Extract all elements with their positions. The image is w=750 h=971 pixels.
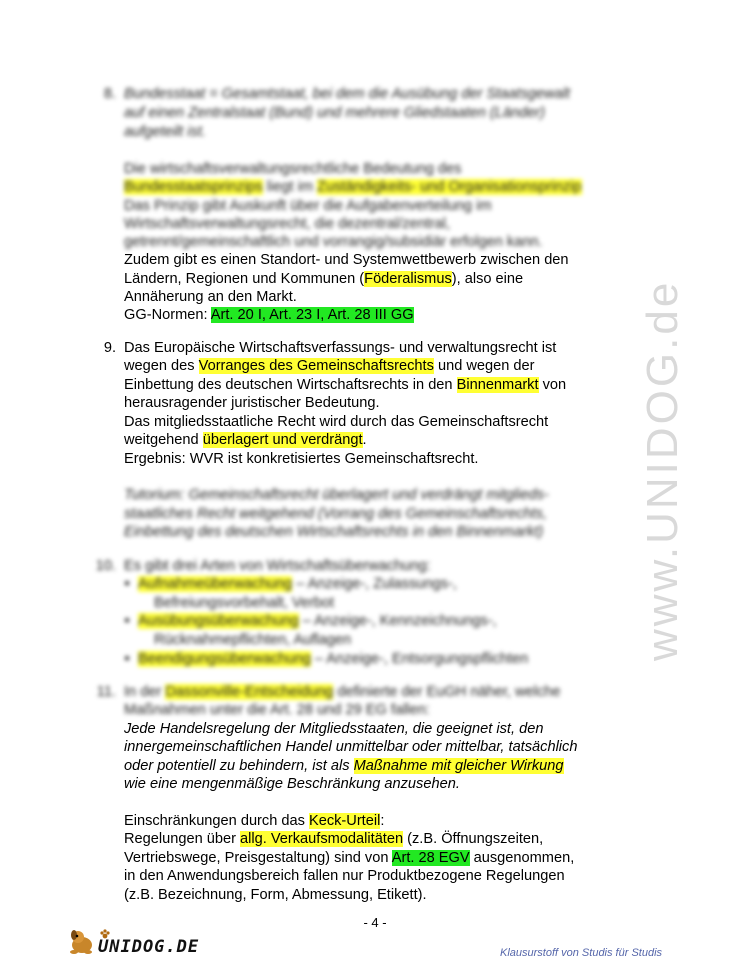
highlight: Aufnahmeüberwachung	[138, 576, 293, 592]
text-line	[124, 270, 523, 289]
highlight-green: Art. 20 I, Art. 23 I, Art. 28 III GG	[210, 307, 414, 323]
text: von	[538, 377, 567, 393]
footer-slogan: Klausurstoff von Studis für Studis	[500, 947, 663, 959]
watermark: www.UNIDOG.de	[638, 279, 687, 661]
text: Regelungen über	[124, 831, 241, 847]
text: .	[362, 432, 367, 448]
text-line	[124, 376, 566, 395]
highlight: Beendigungsüberwachung	[138, 651, 311, 667]
highlight: Zuständigkeits- und Organisationsprinzip	[317, 179, 582, 195]
item-number: 8.	[103, 86, 116, 102]
highlight: Binnenmarkt	[456, 377, 539, 393]
blurred-text: Die wirtschaftsverwaltungsrechtliche Bedeutung des	[124, 161, 462, 177]
text-line: Rücknahmepflichten, Auflagen	[154, 632, 352, 648]
text-line: in den Anwendungsbereich fallen nur Produktbezogene Regelungen	[124, 868, 565, 884]
text: liegt im	[262, 179, 318, 195]
blurred-text: Das Prinzip gibt Auskunft über die Aufgabenverteilung im	[124, 198, 492, 214]
text: Einschränkungen durch das	[124, 813, 309, 829]
bullet-item	[138, 575, 457, 594]
text-line	[124, 812, 384, 831]
blurred-text: Maßnahmen unter die Art. 28 und 29 EG fallen:	[124, 702, 430, 718]
highlight: Ausübungsüberwachung	[138, 613, 299, 629]
text: ), also eine	[451, 271, 524, 287]
highlight: Maßnahme mit gleicher Wirkung	[353, 758, 564, 774]
blurred-text: Einbettung des deutschen Wirtschaftsrechts in den Binnenmarkt)	[124, 524, 544, 540]
quote-line: wie eine mengenmäßige Beschränkung anzusehen.	[124, 776, 460, 792]
text: Vertriebswege, Preisgestaltung) sind von	[124, 850, 392, 866]
text: In der	[124, 684, 166, 700]
highlight: Föderalismus	[364, 271, 452, 287]
blurred-text: Bundesstaat = Gesamtstaat, bei dem die Ausübung der Staatsgewalt	[124, 86, 571, 102]
blurred-text: aufgeteilt ist.	[124, 124, 206, 140]
text-line	[124, 306, 414, 325]
blurred-text	[124, 683, 560, 702]
text: Einbettung des deutschen Wirtschaftsrechts in den	[124, 377, 457, 393]
text-line	[124, 431, 367, 450]
text: wegen des	[124, 358, 199, 374]
text-line: (z.B. Bezeichnung, Form, Abmessung, Etikett).	[124, 887, 427, 903]
text-line: Das Europäische Wirtschaftsverfassungs- und verwaltungsrecht ist	[124, 340, 557, 356]
highlight-green: Art. 28 EGV	[391, 850, 470, 866]
page-number: - 4 -	[363, 915, 387, 930]
text: :	[380, 813, 385, 829]
text: und wegen der	[433, 358, 535, 374]
text: – Anzeige-, Entsorgungspflichten	[310, 651, 529, 667]
quote-line: Jede Handelsregelung der Mitgliedsstaaten, die geeignet ist, den	[124, 721, 544, 737]
highlight: Vorranges des Gemeinschaftsrechts	[198, 358, 434, 374]
text-line	[124, 357, 535, 376]
text: Ländern, Regionen und Kommunen (	[124, 271, 365, 287]
bullet-item	[138, 650, 528, 669]
logo-text: UNIDOG.DE	[98, 937, 200, 957]
text: weitgehend	[124, 432, 203, 448]
text-line	[124, 830, 543, 849]
blurred-text	[124, 178, 582, 197]
text-line: Ergebnis: WVR ist konkretisiertes Gemeinschaftsrecht.	[124, 451, 479, 467]
text: – Anzeige-, Kennzeichnungs-,	[298, 613, 497, 629]
blurred-text: staatliches Recht weitgehend (Vorrang des Gemeinschaftsrechts,	[124, 506, 547, 522]
text: oder potentiell zu behindern, ist als	[124, 758, 354, 774]
quote-line	[124, 757, 564, 776]
highlight: Dassonville-Entscheidung	[165, 684, 334, 700]
highlight: allg. Verkaufsmodalitäten	[240, 831, 404, 847]
blurred-text: getrennt/gemeinschaftlich und vorrangig/subsidiär erfolgen kann.	[124, 234, 543, 250]
unidog-logo	[68, 928, 200, 958]
highlight: überlagert und verdrängt	[202, 432, 363, 448]
text: definierte der EuGH näher, welche	[333, 684, 561, 700]
text: GG-Normen:	[124, 307, 211, 323]
highlight: Keck-Urteil	[308, 813, 381, 829]
blurred-text: Tutorium: Gemeinschaftsrecht überlagert und verdrängt mitglieds-	[124, 487, 549, 503]
text: ausgenommen,	[469, 850, 575, 866]
text: – Anzeige-, Zulassungs-,	[292, 576, 457, 592]
text-line: Es gibt drei Arten von Wirtschaftsüberwachung:	[124, 558, 431, 574]
text: (z.B. Öffnungszeiten,	[403, 831, 544, 847]
bullet-item	[138, 612, 497, 631]
text-line: Zudem gibt es einen Standort- und Systemwettbewerb zwischen den	[124, 252, 569, 268]
text-line: herausragender juristischer Bedeutung.	[124, 395, 380, 411]
item-number: 11.	[96, 684, 116, 700]
item-number: 10.	[95, 558, 116, 574]
text-line: Das mitgliedsstaatliche Recht wird durch das Gemeinschaftsrecht	[124, 414, 549, 430]
item-number: 9.	[103, 340, 116, 356]
quote-line: innergemeinschaftlichen Handel unmittelbar oder mittelbar, tatsächlich	[124, 739, 578, 755]
blurred-text: Wirtschaftsverwaltungsrecht, die dezentral/zentral,	[124, 216, 451, 232]
text-line	[124, 849, 574, 868]
highlight: Bundesstaatsprinzips	[124, 179, 263, 195]
text-line: Annäherung an den Markt.	[124, 289, 297, 305]
blurred-text: auf einen Zentralstaat (Bund) und mehrere Gliedstaaten (Länder)	[124, 105, 546, 121]
text-line: Befreiungsvorbehalt, Verbot	[154, 595, 335, 611]
